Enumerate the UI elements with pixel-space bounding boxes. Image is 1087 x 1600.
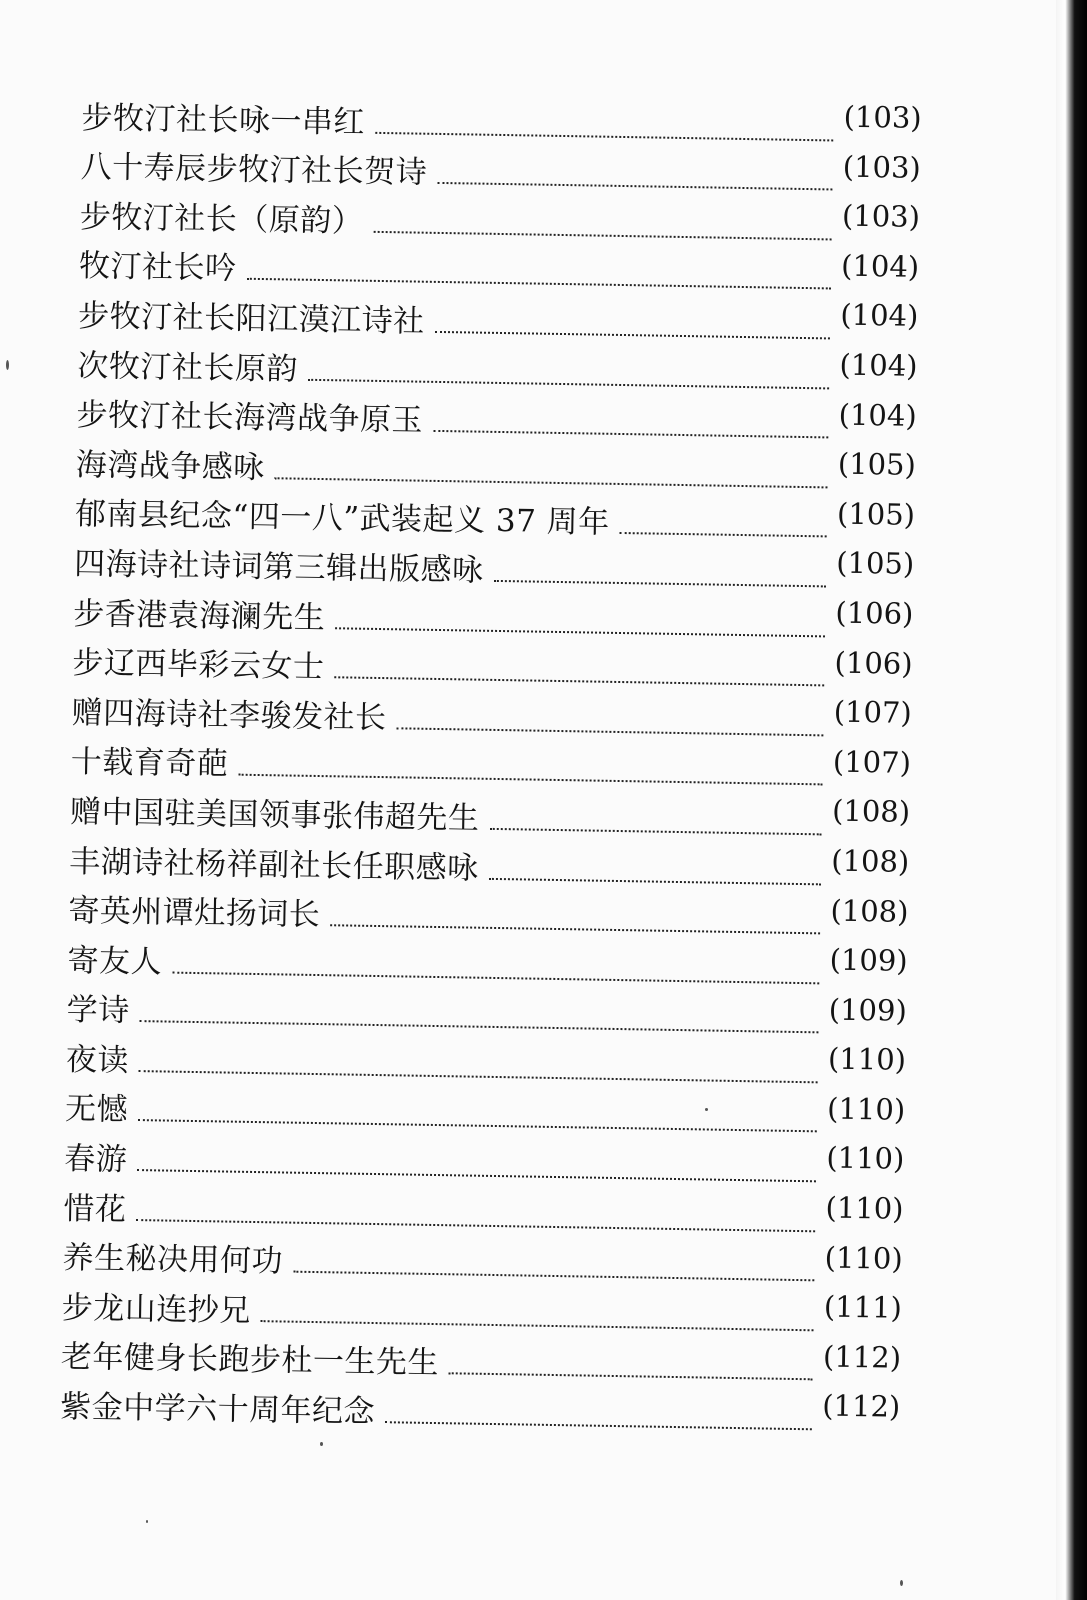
toc-leader-dots — [335, 627, 825, 637]
toc-entry-title: 夜读 — [65, 1041, 130, 1079]
toc-entry-page: (108) — [831, 793, 911, 830]
toc-entry-title: 无憾 — [64, 1091, 129, 1129]
table-of-contents — [60, 88, 922, 1441]
toc-entry-page: (108) — [831, 843, 910, 879]
toc-entry-title: 紫金中学六十周年纪念 — [59, 1388, 376, 1431]
toc-entry-title: 步香港袁海澜先生 — [72, 595, 326, 636]
scan-right-edge — [1056, 0, 1087, 1600]
toc-entry-title: 学诗 — [66, 992, 130, 1030]
toc-entry-page: (111) — [823, 1289, 903, 1326]
toc-leader-dots — [138, 1120, 817, 1133]
toc-entry-title: 赠中国驻美国领事张伟超先生 — [69, 793, 480, 837]
toc-entry-page: (105) — [835, 545, 915, 582]
toc-entry-page: (107) — [832, 744, 912, 780]
scan-speck — [705, 1108, 708, 1111]
toc-leader-dots — [449, 1373, 813, 1381]
toc-leader-dots — [489, 828, 822, 836]
toc-leader-dots — [330, 924, 820, 934]
toc-entry-page: (110) — [827, 1041, 907, 1078]
toc-entry-title: 步辽西毕彩云女士 — [72, 645, 325, 686]
toc-entry-page: (103) — [842, 149, 922, 185]
toc-entry-title: 步牧汀社长海湾战争原玉 — [76, 397, 424, 439]
toc-entry-title: 步龙山连抄兄 — [61, 1289, 252, 1329]
toc-entry-title: 步牧汀社长阳江漠江诗社 — [77, 297, 425, 340]
toc-entry-title: 八十寿辰步牧汀社长贺诗 — [80, 149, 428, 191]
toc-entry-title: 赠四海诗社李骏发社长 — [71, 694, 387, 736]
toc-leader-dots — [620, 532, 827, 537]
toc-entry-title: 老年健身长跑步杜一生先生 — [60, 1339, 440, 1382]
toc-entry-title: 次牧汀社长原韵 — [77, 347, 299, 388]
scan-speck — [6, 360, 9, 370]
toc-entry-page: (106) — [835, 595, 914, 631]
toc-leader-dots — [433, 430, 828, 439]
toc-entry-page: (105) — [836, 496, 916, 532]
toc-entry-title: 丰湖诗社杨祥副社长任职感咏 — [68, 843, 479, 887]
toc-entry-title: 寄友人 — [67, 942, 163, 981]
toc-entry-page: (106) — [834, 645, 913, 681]
toc-entry-title: 郁南县纪念“四一八”武装起义 37 周年 — [74, 496, 611, 542]
toc-entry-page: (112) — [822, 1339, 902, 1375]
toc-entry-title: 十载育奇葩 — [70, 744, 229, 783]
toc-leader-dots — [334, 676, 824, 686]
toc-entry-page: (110) — [826, 1091, 906, 1127]
toc-entry-page: (110) — [826, 1140, 905, 1177]
toc-entry-title: 春游 — [63, 1140, 128, 1178]
toc-entry-title: 步牧汀社长（原韵） — [79, 198, 364, 240]
toc-leader-dots — [238, 774, 822, 786]
toc-leader-dots — [246, 278, 830, 290]
toc-leader-dots — [172, 971, 819, 984]
toc-leader-dots — [308, 378, 829, 389]
toc-entry-page: (104) — [838, 397, 917, 433]
toc-entry-page: (105) — [837, 446, 917, 483]
scan-speck — [320, 1442, 323, 1446]
toc-leader-dots — [488, 877, 821, 885]
toc-leader-dots — [396, 727, 823, 736]
toc-leader-dots — [261, 1320, 814, 1331]
toc-entry-page: (109) — [829, 942, 908, 978]
toc-entry-page: (103) — [843, 99, 922, 135]
toc-leader-dots — [137, 1169, 816, 1182]
toc-entry-title: 牧汀社长吟 — [78, 248, 237, 287]
scan-speck — [146, 1520, 148, 1523]
toc-entry-title: 寄英州谭灶扬词长 — [68, 892, 321, 934]
toc-entry-title: 四海诗社诗词第三辑出版感咏 — [73, 545, 484, 589]
toc-entry-title: 海湾战争感咏 — [75, 446, 266, 486]
toc-entry-page: (109) — [828, 992, 908, 1028]
toc-entry-page: (112) — [821, 1388, 901, 1425]
toc-leader-dots — [275, 477, 828, 488]
toc-leader-dots — [375, 131, 833, 141]
toc-leader-dots — [139, 1070, 818, 1083]
toc-entry-page: (110) — [824, 1240, 903, 1276]
toc-entry-page: (103) — [841, 198, 921, 235]
toc-leader-dots — [434, 331, 829, 340]
toc-leader-dots — [437, 182, 832, 191]
toc-leader-dots — [140, 1020, 819, 1033]
toc-entry-page: (107) — [833, 694, 913, 730]
toc-leader-dots — [493, 580, 826, 588]
toc-entry-page: (104) — [840, 297, 919, 334]
toc-entry-page: (110) — [825, 1190, 904, 1226]
toc-entry-title: 惜花 — [63, 1190, 127, 1228]
toc-leader-dots — [136, 1219, 815, 1232]
toc-entry-page: (104) — [840, 248, 920, 284]
toc-entry-page: (108) — [830, 893, 909, 929]
toc-leader-dots — [293, 1271, 814, 1282]
toc-leader-dots — [373, 231, 831, 241]
toc-leader-dots — [385, 1421, 812, 1430]
scan-speck — [900, 1580, 903, 1586]
toc-entry-title: 养生秘决用何功 — [62, 1240, 284, 1280]
toc-entry-title: 步牧汀社长咏一串红 — [81, 99, 366, 141]
toc-entry-page: (104) — [839, 347, 918, 383]
